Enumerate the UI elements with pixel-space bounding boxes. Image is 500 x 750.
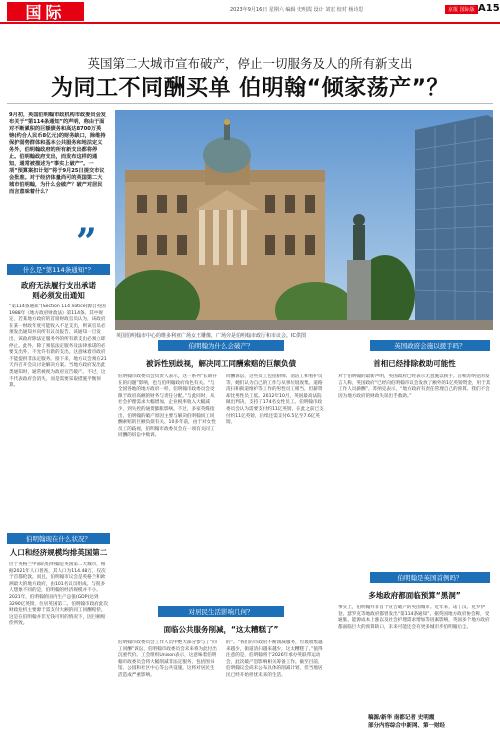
top-rule xyxy=(0,22,500,24)
article-headline: 为同工不同酬买单 伯明翰“倾家荡产”？ xyxy=(50,76,450,101)
quote-mark-icon: ” xyxy=(76,221,97,263)
section-heading-precedent: 伯明翰是英国首例吗？ xyxy=(370,572,490,583)
article-lead: 9月初，英国伯明翰市政机构市政委员会发布关于“第114条通知”的声明，称由于面对不断累积的巨额债务和高达8700万英镑(约合人民币8亿元)的财务缺口，除维持保护弱势群体和基本公共服务和地法定义务外，伯明翰政府的所有新支出都将停止。伯明翰政府支出，而发布这样的通知，通常被描述为“事实上破产”。一项“预算案扣计划”将于9月25日提交市议会批准。对于经济体量尚可的英国第二大城市伯明翰，为什么会破产？破产对居民而言意味着什么？ xyxy=(9,112,106,195)
photo-illustration xyxy=(115,110,493,330)
headline-rule xyxy=(7,103,493,104)
section-col-cause-2: 同酬诉讼，这些员工包括厨师、清洁工和看护员等，她们认为自己的工作与从事垃圾收集、道路清扫和街道维护等工作的男性员工相当，但薪资却比男性员工低。2012年10月，英国最高法院做出判决，支持了174名女性员工。伯明翰市政委员会认为需要支付约11亿英镑，在此之前已支付约11亿英镑，后续还需支付6.5亿至7.6亿英镑。 xyxy=(226,374,324,426)
sidebar-heading-2: 伯明翰现在什么状况？ xyxy=(7,533,110,544)
section-heading-cause: 伯明翰为什么会破产？ xyxy=(158,340,284,351)
sidebar-body-1: “第114条通知”(Section 114 notice)源自英国1988年《地方政府财政法》第114条。其中规定，若某地方政府的首席财政官员认为，该政府在某一财政年度可能收入不足支出，则该官员必须发出通知并向所有议员报告。该通知一旦发出，该政府除法定服务外的所有新支出必须立即停止。此外，除了须依法定服务及法律承诺的必要支出外，不允许有新的支出。这意味着市政府不能提供非法定服务。接下来，地方议会须在21天内召开会议讨论解决方案。当地方政府发出此类通知时，通常被视为政府宣告破产。不过，这不代表政府会消失，而是需要采取措施平衡预算。 xyxy=(9,304,107,389)
section-heading-rescue: 英国政府会施以援手吗？ xyxy=(370,340,490,351)
byline: 稿源/新华 南都记者 史明霞 部分内容综合中新网、第一财经 xyxy=(368,715,446,729)
section-col-rescue: 对于伯明翰的最新声明，英国政府已经表示无意施以援手。首相苏纳克的发言人称，英国政府“已经向伯明翰市议会发放了额外的1亿英镑资金，用于其工作人员薪酬”。苏纳克表示，“地方政府有责任管理自己的预算，我们不会因为地方政府的财政失误出手救助。” xyxy=(338,374,491,399)
section-col-cause-1: 伯明翰市政委员会负责人表示，这一系列“长期存在的问题”影响，也与伯明翰政府角色有关。“与全国各地的地方政府一样，伯明翰市政委员会受限于政府高额的财务与责任分配。”与此同时，从社会护理需求大幅增加，企业税率收入大幅减少，到失控的通货膨胀影响。不过，多家英媒指出，伯明翰的破产原因主要与解决伯明翰同工同酬索赔的巨额负债有关。10多年前，由于对女性员工的歧视，伯明翰市政委员会在一项有关同工同酬的诉讼中败诉。 xyxy=(118,374,217,439)
section-title-cause: 被诉性别歧视，解决同工同酬索赔的巨额负债 xyxy=(146,359,296,368)
photo-caption: 英国伯明翰市中心的维多利亚广场女王雕像，广场旁是伯明翰市政厅和市议会。IC供图 xyxy=(116,333,306,339)
header-badge: 京报 国际版 xyxy=(445,5,478,14)
page-number: A15 xyxy=(478,3,500,14)
sidebar-title-1: 政府无法履行支出承诺 则必须发出通知 xyxy=(21,281,96,300)
sidebar-heading-1: 什么是“第114条通知”？ xyxy=(7,264,110,275)
header-meta: 2023年9月16日 星期六 编辑 史明霞 设计 刘宏 校对 杨诗思 xyxy=(230,7,364,13)
section-col-impact-1: 伯明翰市政委员会工作人员中绝大部分参与了“同工同酬”诉讼，伯明翰市政委员会未来将为此付出沉重代价。工会组织Unison表示，这意味着伯明翰市政委员会将大幅削减非法定服务，包括图书馆、公园和社区中心等公共设施，这将对居民生活造成严重影响。 xyxy=(118,640,217,678)
section-col-precedent: 事实上，伯明翰并非首个宣告破产的英国城市。近年来，诺丁汉、克罗伊登、瑟罗克等地政府都曾发出“第114条通知”。据英国地方政府协会称，受通胀、能源成本上涨以及社会护理需求增加等因素影响，英国多个地方政府都面临巨大的预算缺口，未来可能还会有更多城市步伯明翰后尘。 xyxy=(338,605,490,630)
section-title-impact: 面临公共服务削减，“这太糟糕了” xyxy=(163,625,279,634)
section-tag: 国际 xyxy=(7,2,84,21)
article-subhead: 英国第二大城市宣布破产，停止一切服务及人的所有新支出 xyxy=(87,56,413,71)
section-heading-impact: 对居民生活影响几何？ xyxy=(158,606,284,617)
city-hall-photo xyxy=(115,110,493,330)
section-title-precedent: 多地政府都面临预算“黑洞” xyxy=(368,591,461,600)
section-col-impact-2: 的”。“我们的市政府不断削减服务，垃圾收集越来越少，街道清扫越来越少，这太糟糕了。”值得注意的是，伯明翰将于2026年承办英联邦运动会，此次破产恐影响相关筹备工作。截至目前，伯明翰议会尚未公布具体的削减计划，但当地居民已经开始担忧未来的生活。 xyxy=(226,640,323,678)
section-title-rescue: 首相已经排除救助可能性 xyxy=(373,359,456,368)
sidebar-body-2: 位于英格兰中部的伯明翰是英国第二大城市，根据2021年人口普查，其人口为114.48万，仅次于首都伦敦。而且，伯明翰市议会是英格兰和欧洲最大的地方政府，由101名议员组成。与很多人想象不同的是，伯明翰的经济规模并不小。2021年，伯明翰的国内生产总值(GDP)达到3290亿英镑，位居英国第二。伯明翰市政府此次财政危机主要源于需支付大额的同工同酬赔偿。这是在伯明翰并非无钱可用的情况下，因巨额赔偿所致。 xyxy=(9,562,108,627)
sidebar-title-2: 人口和经济规模均排英国第二 xyxy=(9,548,108,557)
